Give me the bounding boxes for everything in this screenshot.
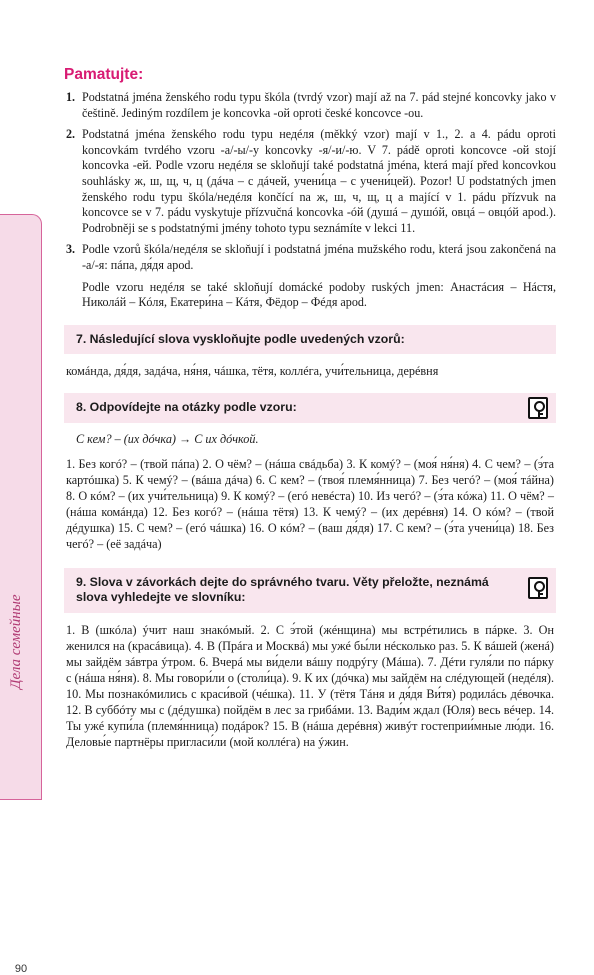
chapter-title: Дела семейные [8,594,24,689]
rule-item [66,90,556,121]
rules-list [64,90,556,274]
exercise-7-header [64,325,556,355]
rule-number: 1. [66,90,76,104]
exercise-8-header [64,393,556,423]
key-icon [528,397,548,419]
rule-text: Podstatná jména ženského rodu typu недéля (měkký vzor) mají v 1., 2. a 4. pádu oproti koncovkám tvrdého vzoru -а/-ы/-у koncovky -я/-и/-ю. V 7. pádě oproti koncovce -ой stojí koncovka -ей. Podle vzoru недéля se skloňují také podstatná jména, která mají před koncovkou souhlásky ж, ш, щ, ч, ц (дáча – с дáчей, учени́ца – с учени́цей). Pozor! U podstatných jmen ženského rodu typu škóla/недéля končící na ж, ш, ч, щ, ц a mající v 1. pádu přízvuk na koncovce se v 7. pádu vyskytuje přízvučná koncovka -óй (душá – душóй, овцá – овцóй apod.). Podrobněji se s podstatnými jmény tohoto typu seznámíte v lekci 11. [82,127,556,235]
exercise-7-title: 7. Následující slova vyskloňujte podle uvedených vzorů: [76,331,405,346]
pamatujte-title: Pamatujte: [64,66,144,83]
rule-number: 2. [66,127,76,142]
names-example: Podle vzoru недéля se také skloňují domácké podoby ruských jmen: Анастáсия – Нáстя, Николáй – Кóля, Екатери́на – Кáтя, Фёдор – Фéдя apod. [82,279,556,310]
exercise-8-questions: 1. Без когó? – (твой пáпа) 2. О чём? – (нáша свáдьба) 3. К комý? – (моя́ ня́ня) 4. С чем? – (э́та картóшка) 5. К чемý? – (вáша дáча) 6. С кем? – (твоя́ племя́нница) 7. Без чегó? – (моя́ тáйна) 8. О кóм? – (их учи́тельница) 9. К комý? – (егó невéста) 10. Из чегó? – (э́та кóжа) 11. О чём? – (нáша комáнда) 12. Без когó? – (нáша тётя) 13. К чемý? – (их дерéвня) 14. О кóм? – (твой дéдушка) 15. С чем? – (егó чáшка) 16. О кóм? – (ваш дя́дя) 17. С кем? – (э́та учени́ца) 18. Без чегó? – (её задáча) [66,456,554,551]
exercise-8-title: 8. Odpovídejte na otázky podle vzoru: [76,400,297,415]
rule-item [66,127,556,236]
rule-text: Podle vzorů škóla/недéля se skloňují i podstatná jména mužského rodu, která jsou zakončená na -а/-я: пáпа, дя́дя apod. [82,242,556,272]
rule-text: Podstatná jména ženského rodu typu škóla (tvrdý vzor) mají až na 7. pád stejné koncovky jako v češtině. Jediným rozdílem je koncovka -ой oproti české koncovce -ou. [82,90,556,120]
rule-item [66,242,556,273]
exercise-9-title: 9. Slova v závorkách dejte do správného tvaru. Věty přeložte, neznámá slova vyhledejte ve slovníku: [76,574,489,605]
page-content [64,66,556,750]
exercise-8-model: С кем? – (их дóчка) → С их дóчкой. [76,431,259,446]
exercise-9-header [64,568,556,613]
exercise-7-words: комáнда, дя́дя, задáча, ня́ня, чáшка, тётя, коллéга, учи́тельница, дерéвня [66,364,439,379]
rule-number: 3. [66,242,76,257]
exercise-9-sentences: 1. В (шкóла) ýчит наш знакóмый. 2. С э́той (жéнщина) мы встрéтились в пáрке. 3. Он женился на (красáвица). 4. В (Прáга и Москвá) мы ужé бы́ли нéсколько раз. 5. К вáшей (женá) мы зайдём зáвтра ýтром. 6. Вчерá мы ви́дели вáшу подрýгу (Мáша). 7. Дéти гуля́ли по пáрку с (нáша ня́ня). 8. Мы говори́ли о (столи́ца). 9. К их (дóчка) мы зайдём на слéдующей (недéля). 10. Мы познакóмились с краси́вой (чéшка). 11. У (тётя Тáня и дя́дя Ви́тя) родилáсь дéвочка. 12. В суббóту мы с (дéдушка) пойдём в лес за грибáми. 13. Вади́м ждал (Юля) весь вéчер. 14. Ты ужé купи́ла (племя́нница) подáрок? 15. В (нáша дерéвня) живýт гостеприи́мные лю́ди. 16. Деловы́е партнёры пригласи́ли (мой коллéга) на ýжин. [66,622,554,749]
page-number: 90 [14,963,28,975]
key-icon [528,577,548,599]
sidebar-tab [0,214,42,975]
